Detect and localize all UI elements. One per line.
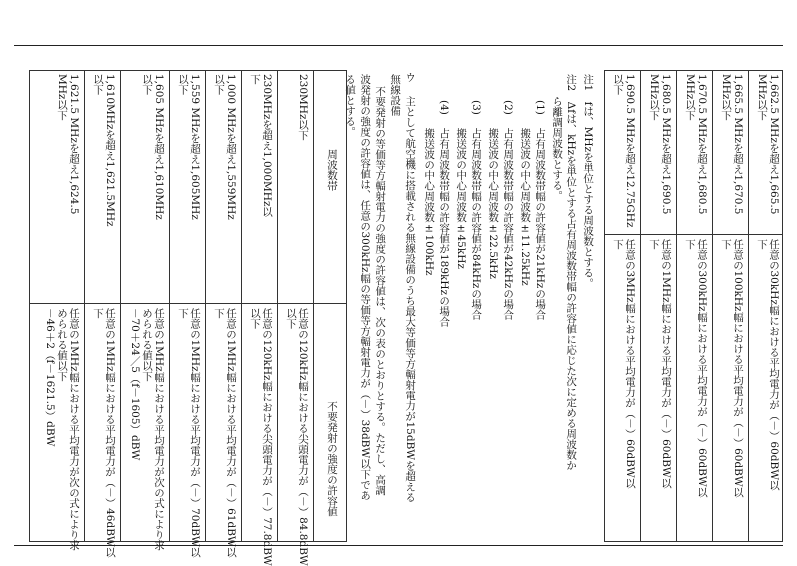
- freq-cell: 1,670.5 MHzを超え1,680.5 MHz以下: [683, 74, 708, 215]
- note-item-4-line-2: 搬送波の中心周波数±100kHz: [423, 128, 436, 276]
- top-rule: [14, 45, 783, 46]
- lower-emission-table: [29, 70, 347, 566]
- freq-cell: 1,690.5 MHzを超え12.75GHz 以下: [611, 74, 636, 228]
- section-u-line-5: る値とする。: [344, 74, 357, 137]
- header-emission-limit: 不要発射の強度の許容値: [326, 401, 338, 517]
- note-item-3-line-1: 占有周波数帯幅の許容値が84kHzの場合: [470, 128, 483, 320]
- value-cell: 任意の120kHz幅における尖頭電力が（－）77.8dBW 以下: [248, 308, 273, 566]
- freq-cell: 230MHz以下: [297, 74, 309, 141]
- section-u-marker: ウ: [404, 72, 417, 83]
- table-row: [205, 71, 241, 558]
- note-item-2-label: (2): [502, 100, 515, 115]
- note-1: 注1 fは、MHzを単位とする周波数とする。: [582, 74, 595, 289]
- table-row: [676, 71, 712, 541]
- freq-cell: 1,605 MHzを超え1,610MHz 以下: [140, 74, 165, 220]
- note-item-2-line-1: 占有周波数帯幅の許容値が42kHzの場合: [502, 128, 515, 320]
- section-u-line-4: 波発射の強度の許容値は、任意の300kHz幅の等価等方輻射電力が（－）38dBW以下であ: [359, 74, 372, 501]
- value-cell: 任意の1MHz幅における平均電力が次の式により求 められる値以下 －46＋2（f－1621.5）dBW: [43, 308, 80, 551]
- section-u-line-2: 無線設備: [389, 74, 402, 116]
- freq-cell: 1,662.5 MHzを超え1,665.5 MHz以下: [755, 74, 780, 215]
- table-header-row: [313, 71, 348, 541]
- table-row: [84, 71, 120, 558]
- value-cell: 任意の30kHz幅における平均電力が（－）60dBW以 下: [755, 239, 780, 491]
- value-cell: 任意の1MHz幅における平均電力が（－）60dBW以 下: [647, 239, 672, 489]
- note-2-line-1: 注2 Δfは、kHzを単位とする占有周波数帯幅の許容値に応じた次に定める周波数か: [565, 74, 578, 471]
- table-row: [277, 71, 313, 566]
- freq-cell: 1,610MHzを超え1,621.5MHz 以下: [91, 74, 116, 227]
- value-cell: 任意の1MHz幅における平均電力が（－）46dBW以 下: [91, 308, 116, 558]
- table-row: [640, 71, 676, 541]
- header-frequency-band: 周波数帯: [326, 149, 338, 191]
- upper-emission-table: [604, 70, 783, 542]
- freq-cell: 1,559 MHzを超え1,605MHz 以下: [176, 74, 201, 220]
- table-row: [169, 71, 205, 558]
- table-row: [241, 71, 277, 566]
- table-row: [30, 71, 84, 551]
- note-item-4-label: (4): [438, 100, 451, 115]
- note-item-3-line-2: 搬送波の中心周波数±45kHz: [455, 128, 468, 269]
- section-u-line-3: 不要発射の等価等方輻射電力の強度の許容値は、次の表のとおりとする。ただし、高調: [374, 86, 387, 496]
- note-item-2-line-2: 搬送波の中心周波数±22.5kHz: [487, 128, 500, 279]
- note-item-4-line-1: 占有周波数帯幅の許容値が189kHzの場合: [438, 128, 451, 327]
- value-cell: 任意の1MHz幅における平均電力が（－）61dBW以 下: [212, 308, 237, 558]
- value-cell: 任意の120kHz幅における尖頭電力が（－）84.8dBW 以下: [284, 308, 309, 566]
- value-cell: 任意の100kHz幅における平均電力が（－）60dBW以 下: [719, 239, 744, 498]
- freq-cell: 230MHzを超え1,000MHz以 下: [248, 74, 273, 217]
- freq-cell: 1,665.5 MHzを超え1,670.5 MHz以下: [719, 74, 744, 215]
- note-item-1-line-1: 占有周波数帯幅の許容値が21kHzの場合: [534, 128, 547, 320]
- freq-cell: 1,000 MHzを超え1,559MHz 以下: [212, 74, 237, 220]
- note-2-line-2: ら離調周波数とする。: [551, 96, 564, 201]
- note-item-1-line-2: 搬送波の中心周波数±11.25kHz: [519, 128, 532, 286]
- value-cell: 任意の300kHz幅における平均電力が（－）60dBW以 下: [683, 239, 708, 498]
- table-row: [748, 71, 784, 541]
- note-item-1-label: (1): [534, 100, 547, 115]
- freq-cell: 1,621.5 MHzを超え1,624.5 MHz以下: [55, 74, 80, 215]
- table-row: [605, 71, 640, 541]
- freq-cell: 1,680.5 MHzを超え1,690.5 MHz以下: [647, 74, 672, 215]
- value-cell: 任意の3MHz幅における平均電力が（－）60dBW以 下: [611, 239, 636, 489]
- value-cell: 任意の1MHz幅における平均電力が（－）70dBW以 下: [176, 308, 201, 558]
- note-item-3-label: (3): [470, 100, 483, 115]
- table-row: [120, 71, 169, 551]
- value-cell: 任意の1MHz幅における平均電力が次の式により求 められる値以下 －70＋24／5（f－1605）dBW: [128, 308, 165, 551]
- section-u-line-1: 主として航空機に搭載される無線設備のうち最大等価等方輻射電力が15dBWを超える: [404, 96, 417, 503]
- table-row: [712, 71, 748, 541]
